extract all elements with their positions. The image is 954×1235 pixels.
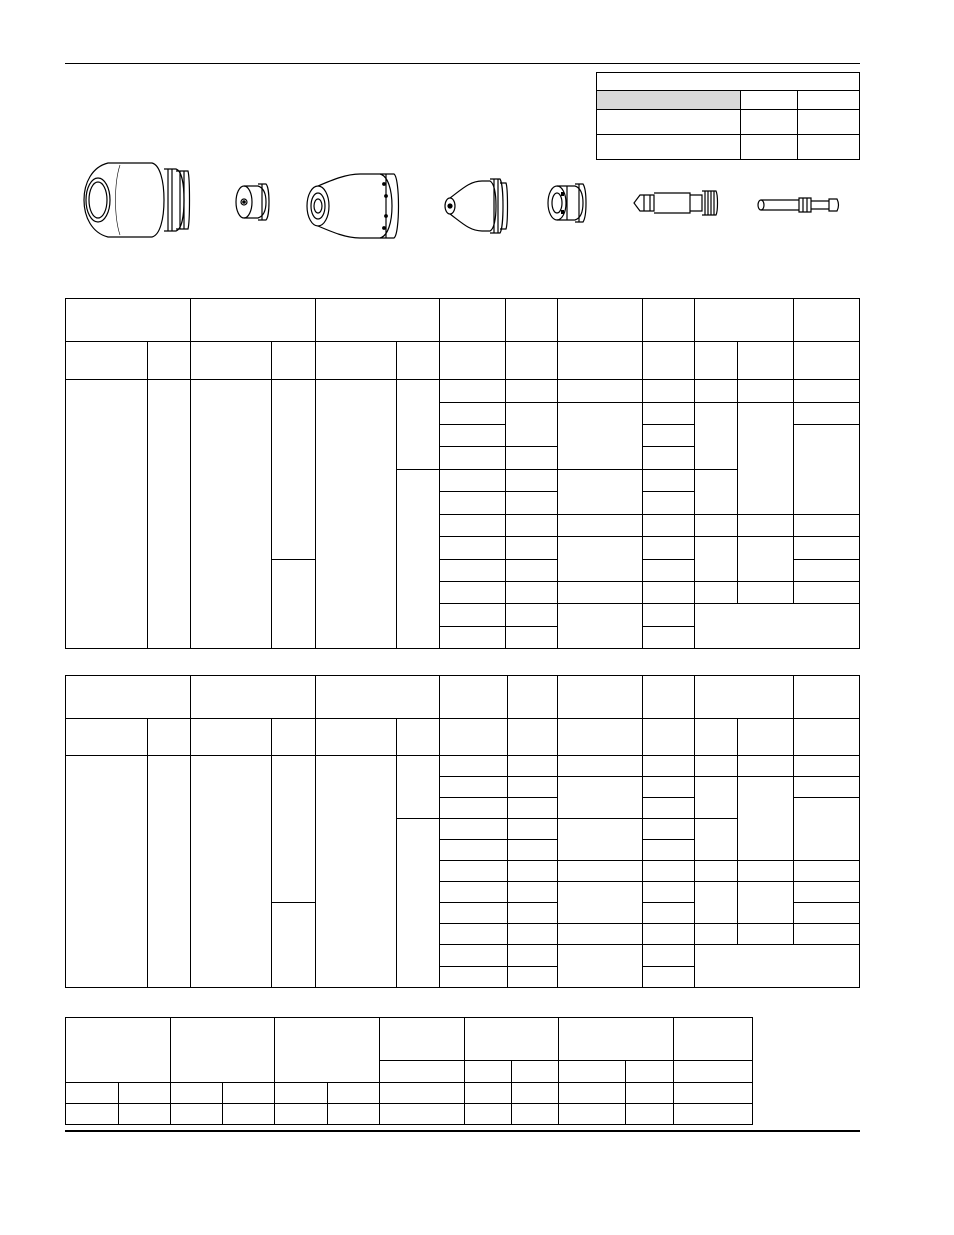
retaining-cap-icon: [302, 168, 404, 244]
process-table-3: [66, 1018, 753, 1125]
nozzle-icon: [440, 175, 510, 237]
process-table-2: [66, 676, 860, 988]
info-table: [597, 73, 860, 160]
electrode-icon: [630, 185, 720, 221]
water-tube-icon: [755, 195, 845, 215]
shield-cap-icon: [232, 180, 274, 224]
swirl-ring-icon: [545, 180, 591, 226]
process-table-1: [66, 299, 860, 649]
shield-icon: [80, 155, 192, 245]
